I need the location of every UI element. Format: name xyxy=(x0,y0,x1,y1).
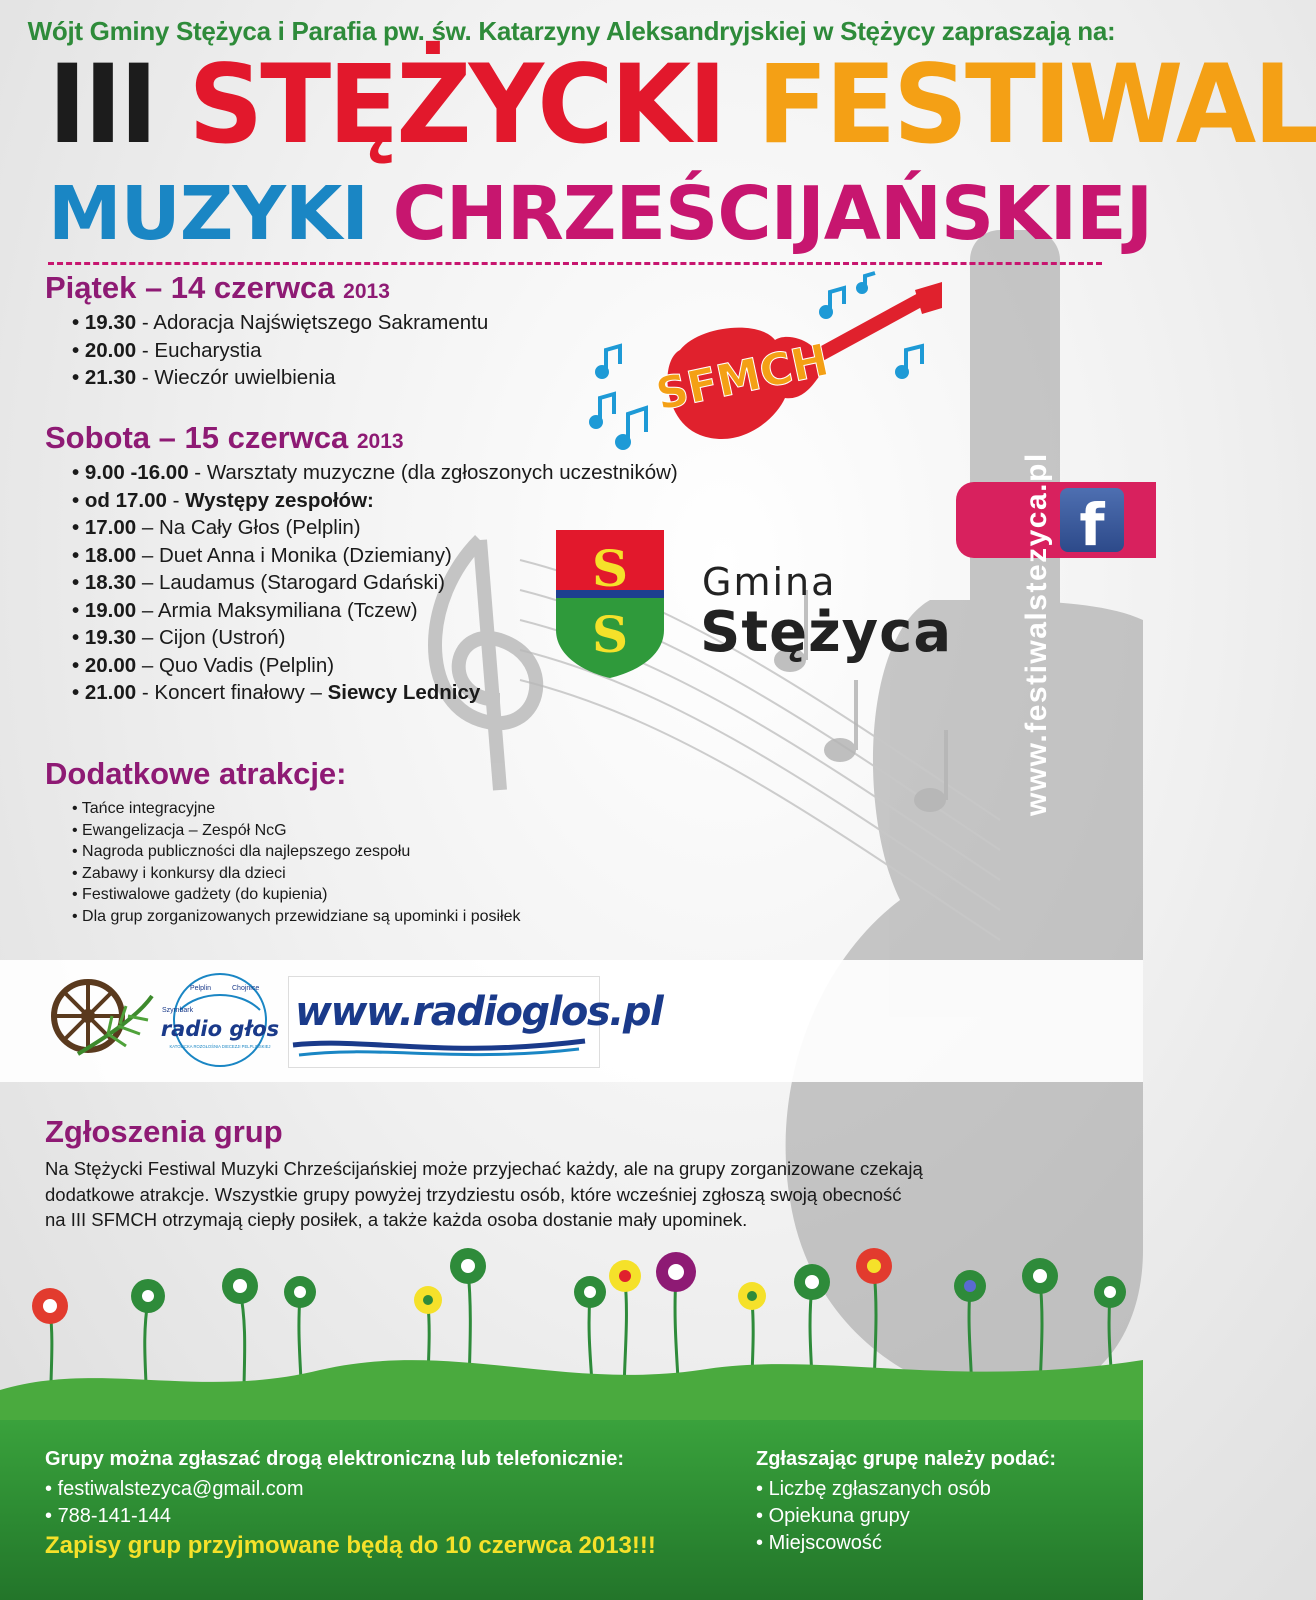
list-item: • Opiekuna grupy xyxy=(756,1505,910,1527)
radioglos-url-text: www.radioglos.pl xyxy=(295,989,663,1035)
contact-email[interactable]: • festiwalstezyca@gmail.com xyxy=(45,1478,304,1500)
radioglos-wave-icon xyxy=(289,1035,589,1063)
crest-letter-bottom: S xyxy=(591,605,629,664)
registration-line: dodatkowe atrakcje. Wszystkie grupy powyżej trzydziestu osób, które wcześniej zgłoszą swoją obecność xyxy=(45,1183,902,1205)
festival-title-line2 xyxy=(48,172,1152,256)
saturday-year: 2013 xyxy=(356,430,404,453)
website-vertical-link[interactable]: www.festiwalstezyca.pl xyxy=(1020,452,1053,816)
facebook-icon[interactable]: f xyxy=(1060,488,1124,552)
list-item: • Miejscowość xyxy=(756,1532,882,1554)
list-item: • 18.00 – Duet Anna i Monika (Dziemiany) xyxy=(72,542,678,570)
sfmch-guitar-logo xyxy=(570,270,960,460)
title-word-festiwal: FESTIWAL xyxy=(757,39,1316,169)
list-item: • 18.30 – Laudamus (Starogard Gdański) xyxy=(72,569,678,597)
list-item: • 9.00 -16.00 - Warsztaty muzyczne (dla zgłoszonych uczestników) xyxy=(72,459,678,487)
invite-line: Wójt Gminy Stężyca i Parafia pw. św. Katarzyny Aleksandryjskiej w Stężycy zapraszają na: xyxy=(27,16,1116,46)
gmina-crest xyxy=(556,530,664,678)
footer-contact-list xyxy=(45,1476,304,1530)
registration-line: Na Stężycki Festiwal Muzyki Chrześcijańskiej może przyjechać każdy, ale na grupy zorganizowane czekają xyxy=(45,1158,923,1179)
radio-glos-subtitle: KATOLICKA ROZGŁOŚNIA DIECEZJI PELPLIŃSKIEJ xyxy=(169,1044,271,1049)
radio-glos-name: radio głos xyxy=(160,1017,280,1041)
list-item: • Dla grup zorganizowanych przewidziane są upominki i posiłek xyxy=(72,906,521,928)
list-item: • 19.00 – Armia Maksymiliana (Tczew) xyxy=(72,597,678,625)
facebook-bar xyxy=(956,482,1156,558)
flower-meadow-decoration xyxy=(0,1240,1143,1430)
gmina-label: Gmina xyxy=(702,560,837,604)
title-word-chrzescijanskiej: CHRZEŚCIJAŃSKIEJ xyxy=(392,171,1153,257)
radioglos-url-logo[interactable] xyxy=(288,976,663,1068)
registration-text xyxy=(45,1156,1045,1233)
list-item: • Ewangelizacja – Zespół NcG xyxy=(72,820,521,842)
list-item: • Festiwalowe gadżety (do kupienia) xyxy=(72,884,521,906)
radio-glos-logo xyxy=(160,970,280,1070)
attractions-list xyxy=(72,798,521,927)
title-roman-numeral: III xyxy=(48,39,156,169)
footer-requirements-list xyxy=(756,1476,991,1557)
list-item: • 20.00 – Quo Vadis (Pelplin) xyxy=(72,652,678,680)
gmina-name: Stężyca xyxy=(700,600,953,665)
saturday-heading xyxy=(45,420,404,456)
radio-city-label: Szymbark xyxy=(162,1007,194,1014)
friday-year: 2013 xyxy=(343,280,390,303)
friday-heading xyxy=(45,270,390,306)
list-item: • Nagroda publiczności dla najlepszego zespołu xyxy=(72,841,521,863)
list-item: • Liczbę zgłaszanych osób xyxy=(756,1478,991,1500)
footer-requirements-heading: Zgłaszając grupę należy podać: xyxy=(756,1448,1057,1470)
saturday-label: Sobota – 15 czerwca xyxy=(45,420,349,455)
radio-city-label: Chojnice xyxy=(232,985,260,992)
list-item: • 21.30 - Wieczór uwielbienia xyxy=(72,364,488,392)
footer-panel xyxy=(0,1420,1143,1600)
list-item: • Zabawy i konkursy dla dzieci xyxy=(72,863,521,885)
title-divider xyxy=(48,262,1102,265)
list-item: • 19.30 - Adoracja Najświętszego Sakramentu xyxy=(72,309,488,337)
list-item: • 19.30 – Cijon (Ustroń) xyxy=(72,624,678,652)
radio-city-label: Pelplin xyxy=(190,985,212,992)
festival-title-line1 xyxy=(48,41,1316,167)
list-item: • 21.00 - Koncert finałowy – Siewcy Lednicy xyxy=(72,679,678,707)
title-word-muzyki: MUZYKI xyxy=(48,171,368,257)
list-item: • od 17.00 - Występy zespołów: xyxy=(72,487,678,515)
friday-program xyxy=(72,309,488,392)
footer-contact-heading: Grupy można zgłaszać drogą elektroniczną lub telefonicznie: xyxy=(45,1448,625,1470)
contact-phone[interactable]: • 788-141-144 xyxy=(45,1505,171,1527)
crest-letter-top: S xyxy=(591,539,629,598)
sfmch-text: SFMCH xyxy=(651,334,834,421)
friday-label: Piątek – 14 czerwca xyxy=(45,270,335,305)
registration-heading: Zgłoszenia grup xyxy=(45,1114,283,1149)
registration-line: na III SFMCH otrzymają ciepły posiłek, a także każda osoba dostanie mały upominek. xyxy=(45,1209,748,1230)
registration-deadline: Zapisy grup przyjmowane będą do 10 czerwca 2013!!! xyxy=(45,1532,656,1559)
title-word-stezycki: STĘŻYCKI xyxy=(188,39,724,169)
attractions-heading: Dodatkowe atrakcje: xyxy=(45,756,347,791)
list-item: • 17.00 – Na Cały Głos (Pelplin) xyxy=(72,514,678,542)
wheel-palm-logo xyxy=(48,976,153,1058)
list-item: • Tańce integracyjne xyxy=(72,798,521,820)
list-item: • 20.00 - Eucharystia xyxy=(72,337,488,365)
